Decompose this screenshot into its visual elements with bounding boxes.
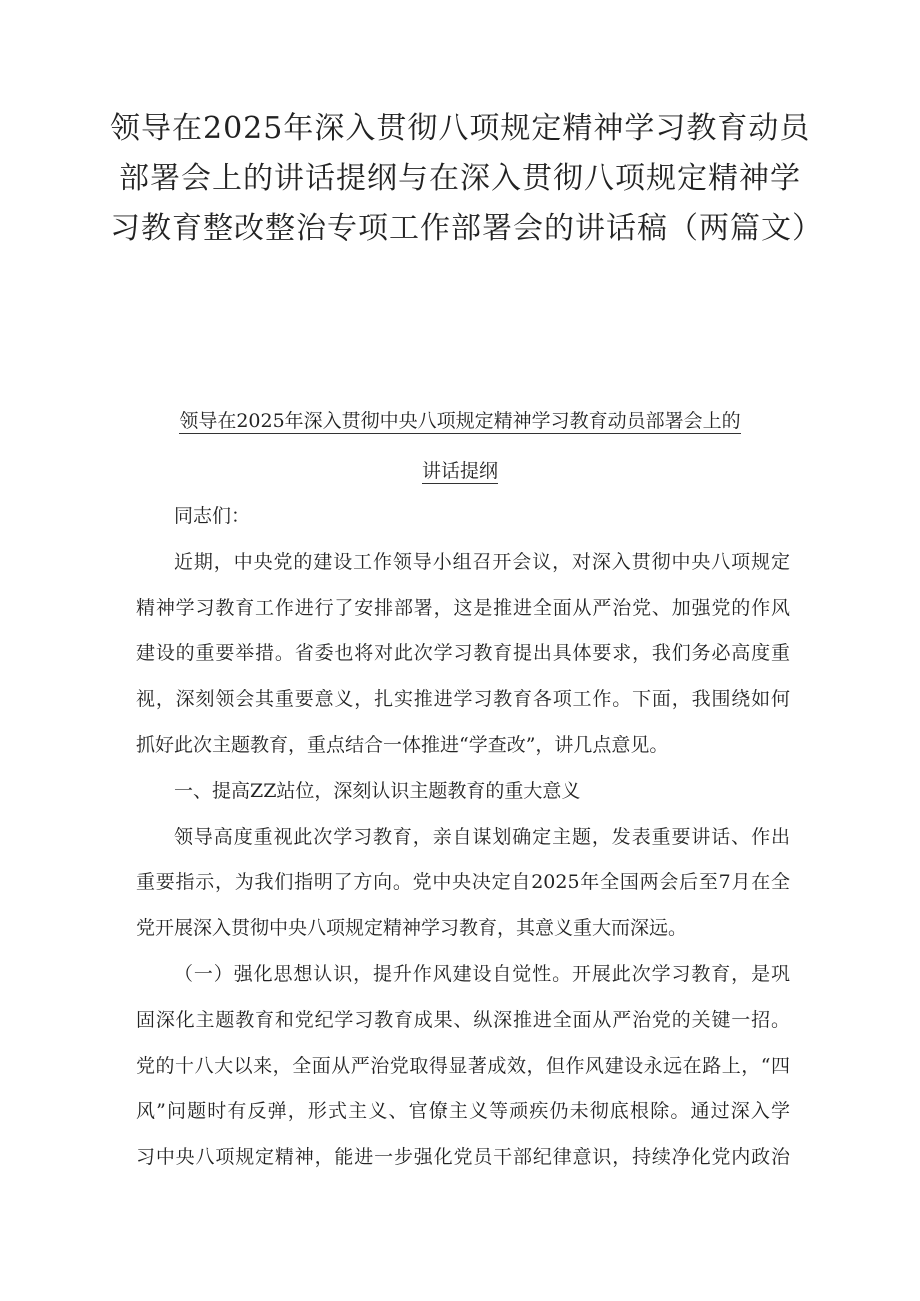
speech-subtitle — [110, 396, 810, 496]
body-line: 精神学习教育工作进行了安排部署，这是推进全面从严治党、加强党的作风 — [136, 596, 790, 619]
body-line: 重要指示，为我们指明了方向。党中央决定自2025年全国两会后至7月在全 — [136, 871, 790, 894]
salutation: 同志们： — [174, 505, 251, 527]
body-line: 建设的重要举措。省委也将对此次学习教育提出具体要求，我们务必高度重 — [136, 642, 790, 665]
title-line-3: 习教育整改整治专项工作部署会的讲话稿（两篇文） — [110, 211, 823, 246]
subtitle-line-2: 讲话提纲 — [421, 460, 498, 482]
body-line: 抓好此次主题教育，重点结合一体推进“学查改”，讲几点意见。 — [136, 733, 669, 756]
body-line: 习中央八项规定精神，能进一步强化党员干部纪律意识，持续净化党内政治 — [136, 1146, 790, 1169]
speech-body — [136, 494, 790, 1181]
body-line: （一）强化思想认识，提升作风建设自觉性。开展此次学习教育，是巩 — [174, 962, 790, 985]
body-line: 近期，中央党的建设工作领导小组召开会议，对深入贯彻中央八项规定 — [174, 550, 790, 573]
title-line-2: 部署会上的讲话提纲与在深入贯彻八项规定精神学 — [119, 161, 801, 196]
document-title — [110, 104, 823, 254]
subtitle-line-1: 领导在2025年深入贯彻中央八项规定精神学习教育动员部署会上的 — [179, 410, 741, 432]
body-line: 领导高度重视此次学习教育，亲自谋划确定主题，发表重要讲话、作出 — [174, 825, 790, 848]
section-heading: 一、提高ZZ站位，深刻认识主题教育的重大意义 — [174, 779, 581, 802]
body-line: 固深化主题教育和党纪学习教育成果、纵深推进全面从严治党的关键一招。 — [136, 1008, 790, 1031]
title-line-1: 领导在2025年深入贯彻八项规定精神学习教育动员 — [110, 111, 811, 146]
body-line: 党的十八大以来，全面从严治党取得显著成效，但作风建设永远在路上，“四 — [136, 1054, 790, 1077]
body-line: 风”问题时有反弹，形式主义、官僚主义等顽疾仍未彻底根除。通过深入学 — [136, 1100, 790, 1123]
body-line: 视，深刻领会其重要意义，扎实推进学习教育各项工作。下面，我围绕如何 — [136, 688, 790, 711]
body-line: 党开展深入贯彻中央八项规定精神学习教育，其意义重大而深远。 — [136, 917, 688, 940]
